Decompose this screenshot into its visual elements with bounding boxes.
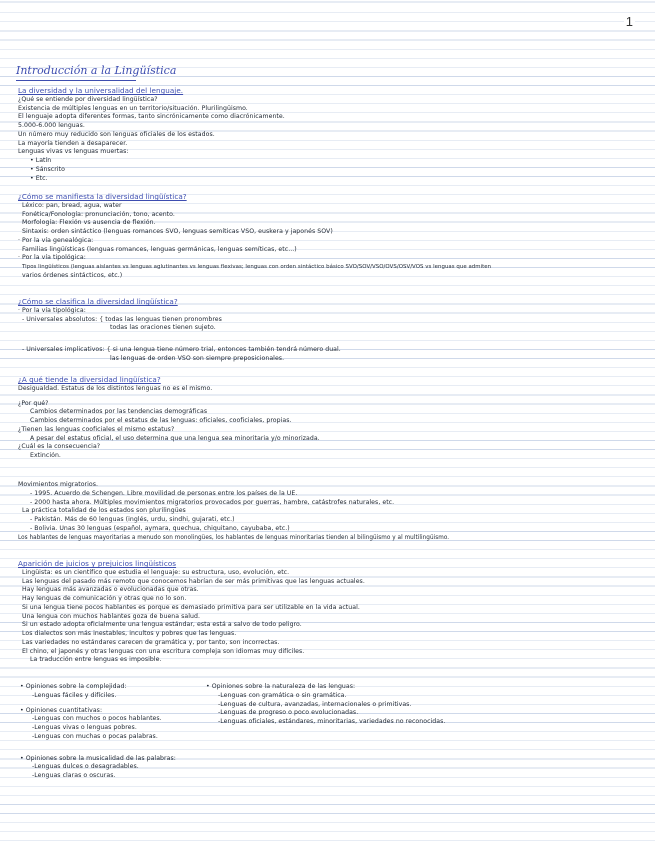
note-line: - 2000 hasta ahora. Múltiples movimientos migratorios provocados por guerras, hambre, catástrofes naturales, etc. [30,498,395,506]
opinion-title: • Opiniones sobre la complejidad: [20,683,127,690]
note-line: Lenguas vivas vs lenguas muertas: [18,148,129,156]
section-classification [18,298,641,364]
note-line: Hay lenguas más avanzadas o evolucionadas que otras. [22,586,199,594]
section-heading: Aparición de juicios y prejuicios lingüísticos [18,560,177,568]
note-line: Tipos lingüísticos (lenguas aislantes vs lenguas aglutinantes vs lenguas flexivas; lenguas con orden sintáctico básico SVO/SOV/VSO/OVS/OSV/VOS vs lenguas que admiten [22,264,492,270]
note-line: Lingüista: es un científico que estudia el lenguaje: su estructura, uso, evolución, etc. [22,568,290,576]
brace-icon: { [106,346,111,353]
note-line: Hay lenguas de comunicación y otras que no lo son. [22,595,187,602]
title-underline [16,80,136,81]
note-line: - Universales implicativos: { si una lengua tiene número trial, entonces también tendrá número dual. [22,346,341,353]
opinion-item: -Lenguas oficiales, estándares, minoritarias, variedades no reconocidas. [218,718,446,725]
section-prejudices [18,560,641,665]
opinion-item: -Lenguas fáciles y difíciles. [32,691,117,699]
note-line: Existencia de múltiples lenguas en un territorio/situación. Plurilingüismo. [18,104,248,112]
note-line: Las lenguas del pasado más remoto que conocemos habrían de ser más primitivas que las lenguas actuales. [22,577,365,585]
note-line: Los dialectos son más inestables, incultos y pobres que las lenguas. [22,630,237,637]
note-line: ¿Tienen las lenguas cooficiales el mismo estatus? [18,425,175,433]
note-line: Cambios determinados por el estatus de las lenguas: oficiales, cooficiales, propias. [30,417,292,424]
opinion-item: -Lenguas claras o oscuras. [32,772,116,779]
note-line: · Por la vía tipológica: [18,254,86,262]
note-line: El chino, el japonés y otras lenguas con una escritura compleja son idiomas muy difíciles. [22,647,305,655]
section-tendency [18,376,641,461]
note-line: Léxico: pan, bread, agua, water [22,201,122,209]
page-number: 1 [625,14,633,29]
spacer [18,333,641,346]
bullet-item: • Latín [30,157,52,164]
note-line: - Universales absolutos: { todas las lenguas tienen pronombres [22,315,222,323]
note-line: Desigualdad. Estatus de los distintos lenguas no es el mismo. [18,384,213,392]
note-line: Extinción. [30,452,61,459]
bullet-item: • Sánscrito [30,165,65,173]
note-line: Cambios determinados por las tendencias demográficas [30,408,208,416]
note-line: las lenguas de orden VSO son siempre preposicionales. [110,354,285,362]
note-line: Morfología: Flexión vs ausencia de flexión. [22,219,156,227]
section-heading: ¿Cómo se manifiesta la diversidad lingüística? [18,193,187,201]
note-line: - 1995. Acuerdo de Schengen. Libre movilidad de personas entre los países de la UE. [30,489,298,497]
section-manifestation [18,193,641,281]
note-line: La práctica totalidad de los estados son plurilingües [22,507,186,515]
opinion-item: -Lenguas con gramática o sin gramática. [218,691,347,699]
note-line: Un número muy reducido son lenguas oficiales de los estados. [18,130,215,138]
opinion-item: -Lenguas de progreso o poco evolucionadas. [218,709,359,717]
note-line: Una lengua con muchos hablantes goza de buena salud. [22,612,200,620]
brace-icon: { [99,315,104,323]
note-line: Movimientos migratorios. [18,481,99,488]
bullet-item: • Etc. [30,174,48,182]
page-title: Introducción a la Lingüística [16,64,177,77]
note-line: La traducción entre lenguas es imposible. [30,656,162,664]
note-line: · Por la vía tipológica: [18,306,86,314]
note-line: - Pakistán. Más de 60 lenguas (inglés, urdu, sindhi, gujarati, etc.) [30,516,235,523]
opinions-right-column [206,683,476,727]
section-heading: La diversidad y la universalidad del lenguaje. [18,87,184,95]
note-line: El lenguaje adopta diferentes formas, tanto sincrónicamente como diacrónicamente. [18,113,285,121]
opinion-title: • Opiniones sobre la naturaleza de las lenguas: [206,683,356,690]
note-line: Sintaxis: orden sintáctico (lenguas romances SVO, lenguas semíticas VSO, euskera y japonés SOV) [22,228,333,235]
note-line: ¿Qué se entiende por diversidad lingüística? [18,95,158,103]
section-migrations [18,481,641,542]
section-heading: ¿Cómo se clasifica la diversidad lingüística? [18,298,178,306]
opinion-item: -Lenguas de cultura, avanzadas, internacionales o primitivas. [218,700,412,708]
note-line: ¿Por qué? [18,399,49,407]
note-line: A pesar del estatus oficial, el uso determina que una lengua sea minoritaria y/o minorizada. [30,434,320,442]
opinion-item: -Lenguas con muchas o pocas palabras. [32,732,158,740]
spacer [20,742,205,755]
note-line: ¿Cuál es la consecuencia? [18,443,101,451]
note-line: todas las oraciones tienen sujeto. [110,324,216,332]
note-line: Fonética/Fonología: pronunciación, tono, acento. [22,210,175,218]
opinions-left-column [20,683,205,781]
note-line: La mayoría tienden a desaparecer. [18,139,128,147]
opinion-item: -Lenguas dulces o desagradables. [32,763,139,771]
opinion-title: • Opiniones cuantitativas: [20,706,103,714]
opinion-item: -Lenguas vivas o lenguas pobres. [32,724,137,731]
section-heading: ¿A qué tiende la diversidad lingüística? [18,376,161,384]
note-line: Si una lengua tiene pocos hablantes es porque es demasiado primitiva para ser utilizable en la vida actual. [22,603,360,611]
note-line: Familias lingüísticas (lenguas romances, lenguas germánicas, lenguas semíticas, etc...) [22,245,297,253]
section-diversity [18,87,641,183]
note-line: · Por la vía genealógica: [18,236,94,244]
opinion-item: -Lenguas con muchos o pocos hablantes. [32,715,162,723]
note-line: 5.000-6.000 lenguas. [18,122,85,129]
note-line: Las variedades no estándares carecen de gramática y, por tanto, son incorrectas. [22,638,280,646]
note-line: Si un estado adopta oficialmente una lengua estándar, esta está a salvo de todo peligro. [22,621,302,629]
note-line: varios órdenes sintácticos, etc.) [22,271,123,279]
note-line: - Bolivia. Unas 30 lenguas (español, aymara, quechua, chiquitano, cayubaba, etc.) [30,524,290,532]
opinion-title: • Opiniones sobre la musicalidad de las palabras: [20,754,176,762]
note-line: Los hablantes de lenguas mayoritarias a menudo son monolingües, los hablantes de lenguas minoritarias tienden al bilingüismo y al multilingüismo. [18,534,450,541]
